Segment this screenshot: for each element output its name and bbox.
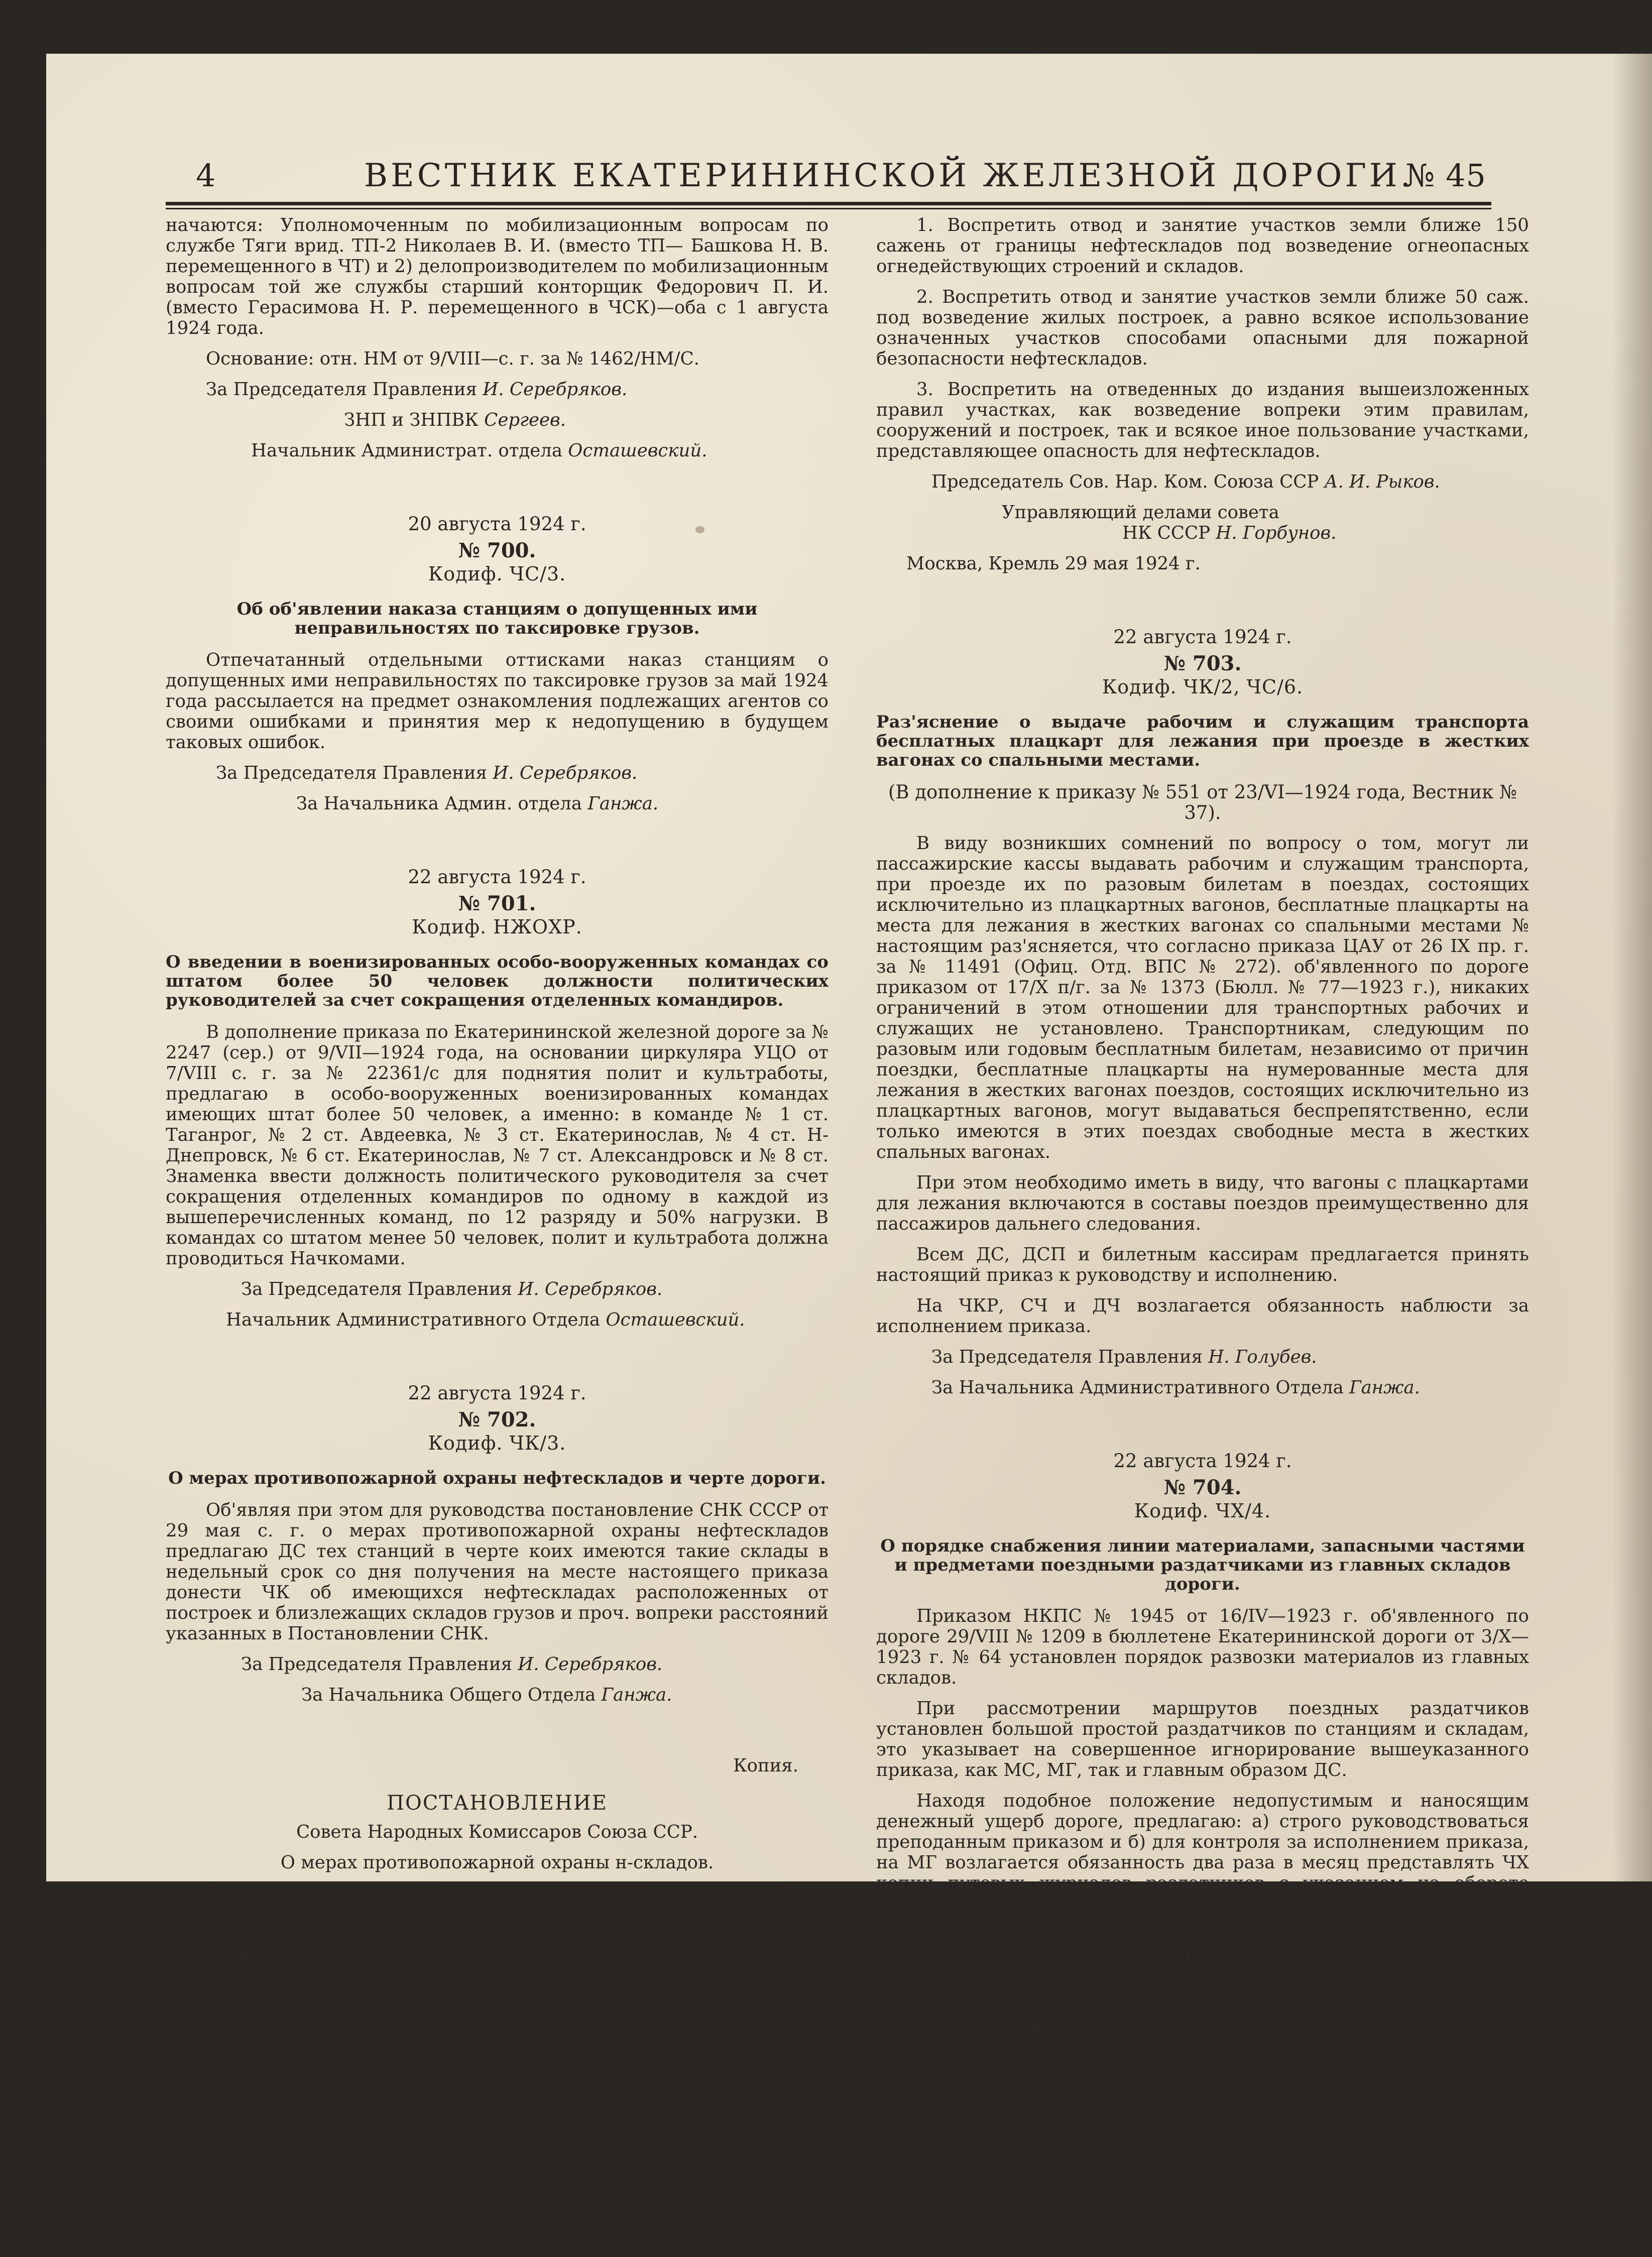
order-body: Всем ДС, ДСП и билетным кассирам предлагается принять настоящий приказ к руководству и исполнению. [876,1244,1529,1285]
order-body: На ЧКР, СЧ и ДЧ возлагается обязанность наблюсти за исполнением приказа. [876,1295,1529,1337]
publication-title: ВЕСТНИК ЕКАТЕРИНИНСКОЙ ЖЕЛЕЗНОЙ ДОРОГИ. [364,157,1414,194]
order-title: Об об'явлении наказа станциям о допущенных ими неправильностях по таксировке грузов. [237,599,758,638]
page-edge-shadow [1612,54,1652,1881]
order-body: Приказом НКПС № 1945 от 16/IV—1923 г. об'явленного по дороге 29/VIII № 1209 в бюллетене Екатерининской дороги от 3/X—1923 г. № 64 установлен порядок развозки материалов из главных складов. [876,1606,1529,1688]
decree-subject: О мерах противопожарной охраны н-складов. [280,1852,714,1873]
signature: За Председателя Правления Н. Голубев. [931,1347,1317,1367]
order-body: Об'являя при этом для руководства постановление СНК СССР от 29 мая с. г. о мерах противопожарной охраны нефтескладов предлагаю ДС тех станций в черте коих имеются такие склады в недельный срок со дня получения на месте настоящего приказа донести ЧК об имеющихся нефтескладах расположенных от построек и близлежащих складов грузов и проч. вопреки расстояний указанных в Постановлении СНК. [166,1500,829,1644]
order-number: № 701. [458,892,536,915]
decree-heading: ПОСТАНОВЛЕНИЕ [387,1792,608,1815]
order-body: При рассмотрении маршрутов поездных раздатчиков установлен большой простой раздатчиков по станциям и складам, это указывает на совершенное игнорирование вышеуказанного приказа, как МС, МГ, так и главным образом ДС. [876,1698,1529,1780]
signature: ЗНП и ЗНПВК Сергеев. [344,410,566,430]
header-rule-thick [166,202,1491,205]
order-code: Кодиф. ЧК/3. [428,1432,566,1454]
order-body: При этом об'являетcя график движения поездных раздатчиков,—которым предписывается строго руководствоваться при поездках, при не выполнении его мною на виновных будут накладываться административные взыскания. [876,1945,1529,2027]
order-body: Отпечатанный отдельными оттисками наказ станциям о допущенных ими неправильностях по таксировке грузов за май 1924 года рассылается на предмет ознакомления подлежащих агентов со своими ошибками и принятия мер к недопущению в будущем таковых ошибок. [166,650,829,753]
basis-line: Основание: отн. НМ от 9/VIII—с. г. за № 1462/НМ/С. [206,348,699,369]
order-title: О мерах противопожарной охраны нефтескладов и черте дороги. [168,1468,826,1488]
left-column [166,215,829,1975]
order-number: № 700. [458,539,536,562]
intro-paragraph: начаются: Уполномоченным по мобилизационным вопросам по службе Тяги врид. ТП-2 Николаев В. И. (вместо ТП— Башкова Н. В. перемещенного в ЧТ) и 2) делопроизводителем по мобилизационным вопросам той же службы старший конторщик Федорович П. И. (вместо Герасимова Н. Р. перемещенного в ЧСК)—оба с 1 августа 1924 года. [166,215,829,338]
decree-issuer: Совета Народных Комиссаров Союза ССР. [296,1822,698,1842]
right-column [876,215,1529,2037]
order-code: Кодиф. ЧХ/4. [1134,1500,1271,1522]
signature: За Начальника Общего Отдела Ганжа. [301,1685,672,1705]
order-code: Кодиф. НЖОХР. [412,916,582,938]
order-date: 22 августа 1924 г. [1113,1450,1292,1472]
page-number: 4 [196,157,216,194]
signature: За Начальника Административного Отдела Ганжа. [931,1377,1420,1398]
order-date: 20 августа 1924 г. [408,513,586,535]
order-body: При этом необходимо иметь в виду, что вагоны с плацкартами для лежания включаются в составы поездов преимущественно для пассажиров дальнего следования. [876,1172,1529,1234]
signature: НК СССР Н. Горбунов. [1122,523,1337,543]
order-body: В виду возникших сомнений по вопросу о том, могут ли пассажирские кассы выдавать рабочим и служащим транспорта, при проезде их по разовым билетам в поездах, состоящих исключительно из плацкартных вагонов, бесплатные плацкарты на места для лежания в жестких вагонах со спальными местами № настоящим раз'ясняется, что согласно приказа ЦАУ от 26 IX пр. г. за № 11491 (Офиц. Отд. ВПС № 272). об'явленного по дороге приказом от 17/X п/г. за № 1373 (Бюлл. № 77—1923 г.), никаких ограничений в этом отношении для транспортных рабочих и служащих не установлено. Транспортникам, следующим по разовым или годовым бесплатным билетам, независимо от причин поездки, бесплатные плацкарты на нумерованные места для лежания в жестких вагонах поездов, состоящих исключительно из плацкартных вагонов, могут выдаваться беспрепятственно, если только имеются в этих поездах свободные места в жестких спальных вагонах. [876,833,1529,1162]
signature: Председатель Сов. Нар. Ком. Союза ССР А. И. Рыков. [931,471,1440,492]
order-date: 22 августа 1924 г. [408,866,586,888]
order-number: № 704. [1163,1476,1242,1499]
header-rule-thin [166,208,1491,209]
order-number: № 703. [1163,652,1242,675]
signature: За Председателя Правления И. Серебряков. [206,379,628,400]
decree-item: 2. Воспретить отвод и занятие участков земли ближе 50 саж. под возведение жилых построек, а равно всякое использование означенных участков способами опасными для пожарной безопасности нефтескладов. [876,287,1529,369]
order-title: Раз'яснение о выдаче рабочим и служащим транспорта бесплатных плацкарт для лежания при проезде в жестких вагонах со спальными местами. [876,712,1529,770]
order-date: 22 августа 1924 г. [1113,626,1292,648]
order-number: № 702. [458,1408,536,1432]
decree-item: 3. Воспретить на отведенных до издания вышеизложенных правил участках, как возведение вопреки этим правилам, сооружений и построек, так и всякое иное пользование участками, представляющее опасность для нефтескладов. [876,379,1529,461]
order-date: 22 августа 1924 г. [408,1382,586,1404]
order-note: (В дополнение к приказу № 551 от 23/VI—1924 года, Вестник № 37). [888,781,1517,823]
order-code: Кодиф. ЧС/3. [428,563,566,585]
order-title: О порядке снабжения линии материалами, запасными частями и предметами поездными раздатчиками из главных складов дороги. [880,1536,1525,1594]
signature: За Председателя Правления И. Серебряков. [241,1279,663,1299]
signature: За Начальника Админ. отдела Ганжа. [296,793,659,814]
decree-item: 1. Воспретить отвод и занятие участков земли ближе 150 сажень от границы нефтескладов под возведение огнеопасных огнедействующих строений и складов. [876,215,1529,277]
signature-line: Управляющий делами совета [1002,502,1279,523]
issue-number: № 45 [1405,157,1486,194]
signature: За Председателя Правления И. Серебряков. [241,1654,663,1675]
copy-mark: Копия. [733,1755,798,1776]
order-body: В дополнение приказа по Екатерининской железной дороге за № 2247 (сер.) от 9/VII—1924 года, на основании циркуляра УЦО от 7/VIII с. г. за № 22361/с для поднятия полит и культработы, предлагаю в особо-вооруженных военизированных командах имеющих штат более 50 человек, а именно: в команде № 1 ст. Таганрог, № 2 ст. Авдеевка, № 3 ст. Екатеринослав, № 4 ст. Н-Днепровск, № 6 ст. Екатеринослав, № 7 ст. Александровск и № 8 ст. Знаменка ввести должность политического руководителя за счет сокращения отделенных командиров по одному в каждой из вышеперечисленных команд, по 12 разряду и 50% нагрузки. В командах со штатом менее 50 человек, полит и культработа должна проводиться Начкомами. [166,1022,829,1269]
signature: Начальник Административного Отдела Осташевский. [226,1310,745,1330]
order-title: О введении в военизированных особо-вооруженных командах со штатом более 50 человек должности политических руководителей за счет сокращения отделенных командиров. [166,952,829,1010]
signature: За Председателя Правления И. Серебряков. [216,763,638,783]
decree-body: В целях охраны нефтескладов нефтяного синдиката, Совет Народных Комиссаров Союза ССР постановляет: предложить Советам Народных Комиссаров Союзных Республик принять следующие меры: [166,1883,829,1965]
page-header [166,151,1491,201]
order-body: Находя подобное положение недопустимым и наносящим денежный ущерб дороге, предлагаю: а) строго руководствоваться преподанным приказом и б) для контроля за исполнением приказа, на МГ возлагается обязанность два раза в месяц представлять ЧХ копии путевых журналов раздатчиков с указанием на обороте журнала времени непроизводительного простоя раздатчика на каждой станции и на каждом складе отдельно. [876,1791,1529,1935]
signature: Начальник Администрат. отдела Осташевский. [251,440,707,461]
place-date: Москва, Кремль 29 мая 1924 г. [906,553,1201,574]
order-code: Кодиф. ЧК/2, ЧС/6. [1102,676,1304,698]
